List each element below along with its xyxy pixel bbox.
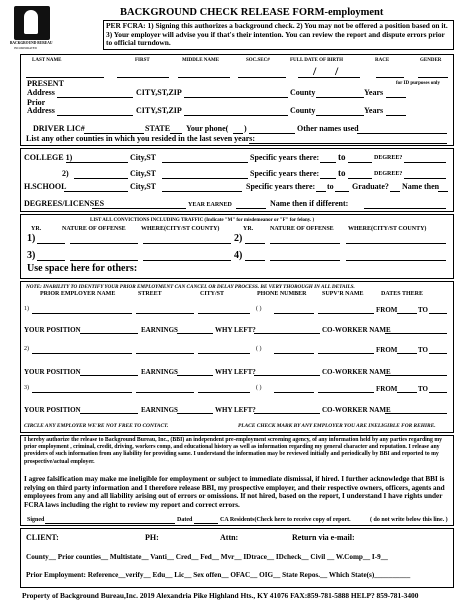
conv-3-nature[interactable] [70, 260, 138, 261]
logo-silhouette-icon [24, 10, 38, 34]
office-checklist-2: Prior Employment: Reference__verify__ Edu__ Lic__ Sex offen__ OFAC__ OIG__ State Repos.__ Which State(s)__________ [26, 571, 411, 579]
employer-name-field[interactable] [32, 353, 132, 354]
prior-city-field[interactable] [184, 115, 288, 116]
college1-label: COLLEGE 1) [24, 153, 73, 162]
id-note: for ID purposes only [396, 81, 440, 86]
dated-label: Dated [177, 517, 193, 523]
college2-years-label: Specific years there: [250, 169, 320, 178]
header-dob: FULL DATE OF BIRTH [290, 58, 344, 63]
earnings-field[interactable] [177, 413, 213, 414]
circle-note: CIRCLE ANY EMPLOYER WE'RE NOT FREE TO CONTACT. [24, 423, 169, 429]
from-field[interactable] [397, 353, 417, 354]
conv-4-where[interactable] [346, 260, 446, 261]
emp-col-street: STREET [138, 291, 162, 297]
employer-city-field[interactable] [198, 353, 250, 354]
header-last-name: LAST NAME [32, 58, 62, 63]
college1-years-label: Specific years there: [250, 153, 320, 162]
earnings-label: EARNINGS [141, 406, 178, 414]
college2-label: 2) [62, 169, 69, 178]
employer-row-num: 1) [24, 306, 29, 312]
hschool-from-field[interactable] [316, 191, 326, 192]
college1-city-label: City,ST [130, 153, 157, 162]
dob-sep-1: / [313, 64, 317, 78]
name-then-label: Name then [402, 182, 440, 191]
name-then-field[interactable] [438, 191, 448, 192]
other-names-field[interactable] [357, 133, 447, 134]
present-address-label: Address [27, 88, 55, 97]
hschool-to-label: to [327, 182, 334, 191]
earnings-field[interactable] [177, 375, 213, 376]
present-label: PRESENT [27, 79, 64, 88]
position-label: YOUR POSITION [24, 406, 81, 414]
prior-years-label: Years [364, 106, 384, 115]
state-label: STATE [145, 124, 171, 133]
office-checklist-1: County__ Prior counties__ Multistate__ Vanti__ Cred__ Fed__ Mvr__ IDtrace__ IDcheck__ Civil __ W.Comp__ I-9__ [26, 553, 388, 561]
employer-city-field[interactable] [198, 313, 250, 314]
conv-col-yr-1: YR. [31, 226, 42, 232]
do-not-write-note: ( do not write below this line. ) [370, 517, 448, 523]
present-city-label: CITY,ST,ZIP [136, 88, 182, 97]
conv-col-nature-1: NATURE OF OFFENSE [62, 226, 126, 232]
college1-to-label: to [338, 152, 346, 162]
conv-col-yr-2: YR. [243, 226, 254, 232]
college2-to-field[interactable] [348, 178, 372, 179]
employer-phone-field[interactable] [274, 353, 314, 354]
employer-phone-field[interactable] [274, 313, 314, 314]
to-field[interactable] [429, 353, 447, 354]
employer-phone-paren: ( ) [256, 385, 262, 391]
authorization-para-2: I agree falsification may make me ineligible for employment or subject to immediate dismissal, if hired. I further acknowledge that BBI is relying on third party information and I therefore release BBI, my prospective employer, and their respective owners, officers, agents and employees from any and all liability arising out of errors or omissions. If not hired, based on the report, I understand I have rights under FCRA laws including the right to review my report and correct errors. [24, 475, 445, 509]
prior-county-field[interactable] [316, 115, 364, 116]
employer-phone-field[interactable] [274, 392, 314, 393]
employer-phone-paren: ( ) [256, 306, 262, 312]
conv-col-nature-2: NATURE OF OFFENSE [270, 226, 334, 232]
driver-lic-label: DRIVER LIC# [33, 124, 85, 133]
to-label: TO [418, 346, 428, 354]
conv-1-where[interactable] [143, 243, 231, 244]
conv-row-4: 4) [234, 250, 243, 261]
position-label: YOUR POSITION [24, 326, 81, 334]
other-counties-field[interactable] [249, 143, 447, 144]
from-field[interactable] [397, 392, 417, 393]
emp-col-supvr: SUPV'R NAME [322, 291, 364, 297]
name-if-different-label: Name then if different: [270, 199, 349, 208]
coworker-field[interactable] [385, 375, 447, 376]
conv-2-yr[interactable] [245, 243, 265, 244]
earnings-label: EARNINGS [141, 326, 178, 334]
college1-to-field[interactable] [348, 162, 372, 163]
phone-field[interactable] [249, 133, 295, 134]
client-label: CLIENT: [26, 533, 59, 542]
college1-degree-label: DEGREE? [374, 155, 403, 161]
year-earned-label: YEAR EARNED [188, 202, 232, 208]
header-gender: GENDER [420, 58, 442, 63]
conv-4-yr[interactable] [245, 260, 265, 261]
phone-label: Your phone( [186, 124, 229, 133]
employer-name-field[interactable] [32, 392, 132, 393]
present-years-label: Years [364, 88, 384, 97]
middle-name-field[interactable] [178, 77, 230, 78]
hschool-city-field[interactable] [162, 191, 242, 192]
position-field[interactable] [80, 375, 138, 376]
prior-address-label: Address [27, 106, 55, 115]
to-field[interactable] [429, 392, 447, 393]
gender-field[interactable] [418, 77, 448, 78]
college2-city-label: City,ST [130, 169, 157, 178]
employer-row-num: 3) [24, 385, 29, 391]
college2-degree-label: DEGREE? [374, 171, 403, 177]
header-first: FIRST [135, 58, 150, 63]
conv-3-where[interactable] [143, 260, 231, 261]
signed-label: Signed [27, 517, 45, 523]
coworker-field[interactable] [385, 333, 447, 334]
logo-text: BACKGROUND BUREAU [10, 41, 53, 45]
fcra-notice: PER FCRA: 1) Signing this authorizes a background check. 2) You may not be offered a position based on it. 3) Your employer will advise you if that's their intention. You can review the report and dispute errors prior to official turndown. [106, 21, 448, 48]
conv-1-yr[interactable] [37, 243, 65, 244]
why-left-field[interactable] [254, 413, 320, 414]
present-city-field[interactable] [184, 97, 288, 98]
employer-phone-paren: ( ) [256, 346, 262, 352]
employer-supvr-field[interactable] [318, 353, 374, 354]
race-field[interactable] [376, 77, 404, 78]
convictions-header: LIST ALL CONVICTIONS INCLUDING TRAFFIC (Indicate "M" for misdemeanor or "F" for felony. ) [90, 218, 315, 223]
hschool-years-label: Specific years there: [246, 182, 316, 191]
prior-years-field[interactable] [386, 115, 406, 116]
employer-row-num: 2) [24, 346, 29, 352]
position-field[interactable] [80, 333, 138, 334]
employer-name-field[interactable] [32, 313, 132, 314]
why-left-field[interactable] [254, 375, 320, 376]
college1-city-field[interactable] [162, 162, 248, 163]
why-left-field[interactable] [254, 333, 320, 334]
employer-street-field[interactable] [136, 392, 194, 393]
authorization-para-1: I hereby authorize the release to Background Bureau, Inc., (BBI) an independent pre-employment screening agency, of any information held by any parties regarding my prior employment , criminal, credit, driving, workers comp, and educational history as well as information regarding my general character and reputation. I release any providers of such information from any liability for providing same. I understand the information may be reviewed initially and periodically by BBI and reported to my prospective/actual employer. [24, 437, 443, 465]
coworker-label: CO-WORKER NAME [322, 326, 391, 334]
footer-text: Property of Background Bureau,Inc. 2019 Alexandria Pike Highland Hts., KY 41076 FAX:859-781-5888 HELP? 859-781-3400 [22, 591, 419, 600]
ssn-field[interactable] [238, 77, 286, 78]
college2-field[interactable] [74, 178, 128, 179]
graduate-label: Graduate? [352, 182, 389, 191]
conv-row-2: 2) [234, 233, 243, 244]
coworker-field[interactable] [385, 413, 447, 414]
from-field[interactable] [397, 313, 417, 314]
conv-2-nature[interactable] [270, 243, 340, 244]
hschool-label: H.SCHOOL [24, 182, 67, 191]
present-county-label: County [290, 88, 316, 97]
return-via-label: Return via e-mail: [292, 533, 355, 542]
form-title: BACKGROUND CHECK RELEASE FORM-employment [120, 7, 384, 18]
present-county-field[interactable] [316, 97, 364, 98]
conv-col-where-1: WHERE(CITY/ST COUNTY) [141, 226, 220, 232]
earnings-label: EARNINGS [141, 368, 178, 376]
header-race: RACE [375, 58, 390, 63]
employer-city-field[interactable] [198, 392, 250, 393]
why-left-label: WHY LEFT? [215, 406, 256, 414]
date-field[interactable] [194, 523, 218, 524]
employment-note: NOTE: INABILITY TO IDENTIFY YOUR PRIOR EMPLOYMENT CAN CANCEL OR DELAY PROCESS. BE VERY THOROUGH IN ALL DETAILS. [26, 284, 355, 290]
prior-county-label: County [290, 106, 316, 115]
conv-2-where[interactable] [346, 243, 446, 244]
emp-col-dates: DATES THERE [381, 291, 423, 297]
position-label: YOUR POSITION [24, 368, 81, 376]
degrees-licenses-field[interactable] [92, 208, 186, 209]
company-logo [14, 6, 50, 40]
prior-label: Prior [27, 98, 46, 107]
ph-label: PH: [145, 533, 159, 542]
attn-label: Attn: [220, 533, 239, 542]
to-field[interactable] [429, 313, 447, 314]
employer-street-field[interactable] [136, 313, 194, 314]
conv-row-3: 3) [27, 250, 36, 261]
phone-paren: ) [244, 124, 247, 133]
college2-city-field[interactable] [162, 178, 248, 179]
header-ssn: SOC.SEC# [246, 58, 270, 63]
dob-field[interactable] [298, 77, 360, 78]
employer-street-field[interactable] [136, 353, 194, 354]
position-field[interactable] [80, 413, 138, 414]
conv-1-nature[interactable] [70, 243, 138, 244]
why-left-label: WHY LEFT? [215, 326, 256, 334]
employer-supvr-field[interactable] [318, 392, 374, 393]
conv-3-yr[interactable] [37, 260, 65, 261]
why-left-label: WHY LEFT? [215, 368, 256, 376]
graduate-field[interactable] [390, 191, 400, 192]
present-address-field[interactable] [57, 97, 133, 98]
coworker-label: CO-WORKER NAME [322, 406, 391, 414]
college2-degree-field[interactable] [404, 178, 446, 179]
name-if-different-field[interactable] [364, 208, 446, 209]
dob-sep-2: / [335, 64, 339, 78]
college1-field[interactable] [66, 162, 128, 163]
conv-col-where-2: WHERE(CITY/ST COUNTY) [348, 226, 427, 232]
fcra-notice-box [103, 20, 454, 50]
to-label: TO [418, 385, 428, 393]
hschool-field[interactable] [64, 191, 128, 192]
hschool-city-label: City,ST [130, 182, 157, 191]
use-space-label: Use space here for others: [27, 263, 138, 274]
place-check-note: PLACE CHECK MARK BY ANY EMPLOYER YOU ARE INELIGIBLE FOR REHIRE. [238, 423, 436, 429]
header-middle: MIDDLE NAME [182, 58, 220, 63]
other-names-label: Other names used [297, 124, 359, 133]
other-counties-label: List any other counties in which you resided in the last seven years: [26, 134, 256, 143]
ca-residents-label[interactable]: CA Residents(Check here to receive copy of report. [220, 517, 351, 523]
present-years-field[interactable] [386, 97, 406, 98]
coworker-label: CO-WORKER NAME [322, 368, 391, 376]
from-label: FROM [376, 306, 398, 314]
emp-col-employer: PRIOR EMPLOYER NAME [40, 291, 116, 297]
hschool-to-field[interactable] [335, 191, 349, 192]
from-label: FROM [376, 346, 398, 354]
last-name-field[interactable] [26, 77, 104, 78]
to-label: TO [418, 306, 428, 314]
conv-row-1: 1) [27, 233, 36, 244]
employer-supvr-field[interactable] [318, 313, 374, 314]
prior-address-field[interactable] [57, 115, 133, 116]
signature-field[interactable] [45, 523, 175, 524]
college1-degree-field[interactable] [404, 162, 446, 163]
logo-subtext: INCORPORATED [14, 46, 37, 50]
prior-city-label: CITY,ST,ZIP [136, 106, 182, 115]
conv-4-nature[interactable] [270, 260, 340, 261]
emp-col-phone: PHONE NUMBER [257, 291, 307, 297]
from-label: FROM [376, 385, 398, 393]
emp-col-cityst: CITY/ST [200, 291, 225, 297]
degrees-licenses-label: DEGREES/LICENSES [24, 199, 105, 208]
first-name-field[interactable] [117, 77, 169, 78]
earnings-field[interactable] [177, 333, 213, 334]
year-earned-field[interactable] [236, 208, 266, 209]
college1-from-field[interactable] [320, 162, 336, 163]
college2-from-field[interactable] [320, 178, 336, 179]
college2-to-label: to [338, 168, 346, 178]
